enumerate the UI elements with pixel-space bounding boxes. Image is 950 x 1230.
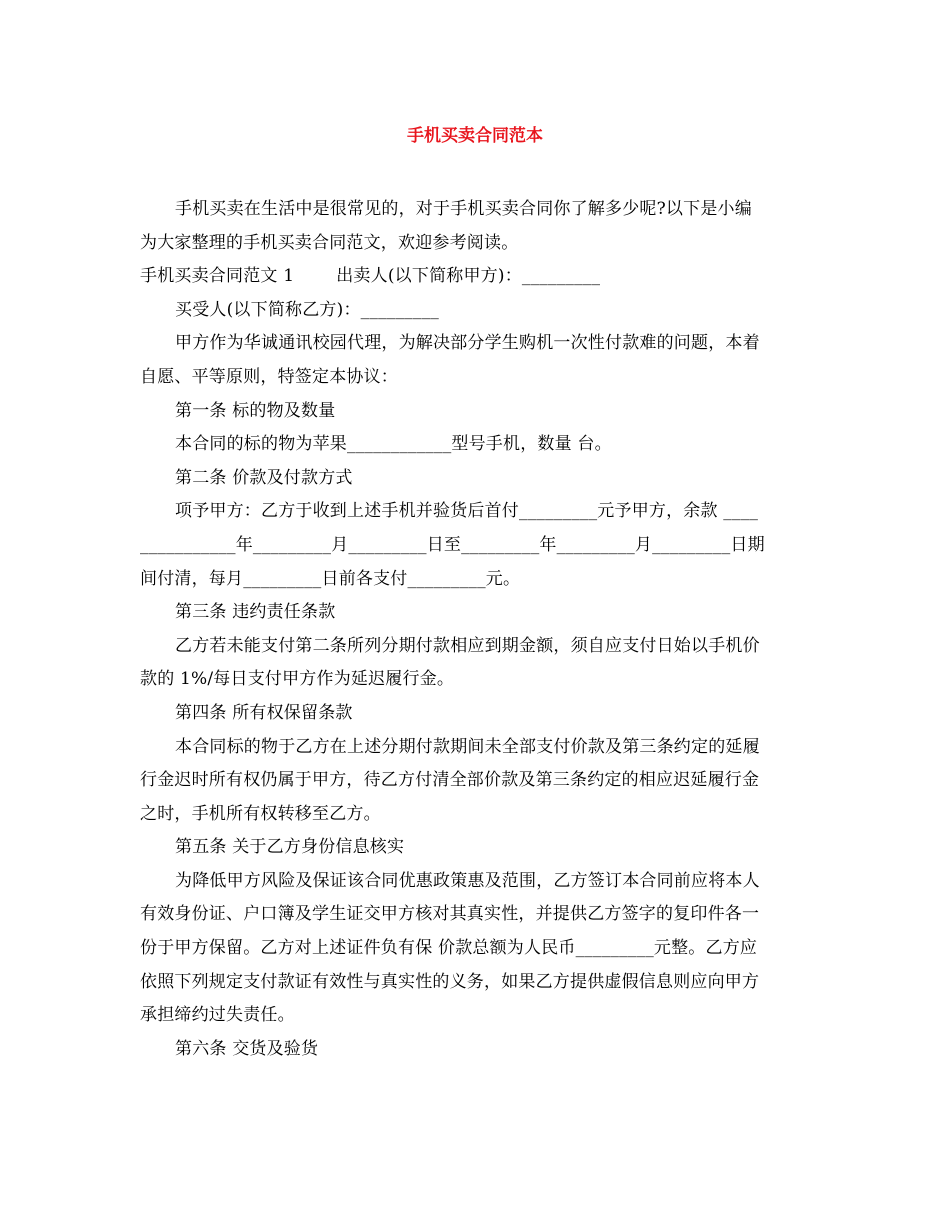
paragraph-line: 承担缔约过失责任。 xyxy=(140,1005,295,1026)
document-title: 手机买卖合同范本 xyxy=(407,126,543,146)
paragraph-line: 为降低甲方风险及保证该合同优惠政策惠及范围，乙方签订本合同前应将本人 xyxy=(175,870,760,891)
paragraph-line: 本合同标的物于乙方在上述分期付款期间未全部支付价款及第三条约定的延履 xyxy=(175,736,760,757)
paragraph-line: 甲方作为华诚通讯校园代理，为解决部分学生购机一次性付款难的问题，本着 xyxy=(175,333,760,354)
seller-field: 出卖人(以下简称甲方)：_________ xyxy=(336,266,601,287)
paragraph-line: 之时，手机所有权转移至乙方。 xyxy=(140,803,381,824)
paragraph-line: 依照下列规定支付款证有效性与真实性的义务，如果乙方提供虚假信息则应向甲方 xyxy=(140,971,760,992)
article-2-heading: 第二条 价款及付款方式 xyxy=(175,467,353,488)
intro-line-2: 为大家整理的手机买卖合同范文，欢迎参考阅读。 xyxy=(140,232,519,253)
article-5-heading: 第五条 关于乙方身份信息核实 xyxy=(175,837,405,858)
document-body xyxy=(140,193,812,1066)
paragraph-line: ___________年_________月_________日至_________年_________月_________日期 xyxy=(140,534,765,555)
buyer-field: 买受人(以下简称乙方)：_________ xyxy=(175,299,439,320)
paragraph-line: 自愿、平等原则，特签定本协议： xyxy=(140,366,398,387)
paragraph-line: 项予甲方：乙方于收到上述手机并验货后首付_________元予甲方，余款 ____ xyxy=(175,501,759,522)
paragraph-line: 行金迟时所有权仍属于甲方，待乙方付清全部价款及第三条约定的相应迟延履行金 xyxy=(140,770,760,791)
paragraph-line: 本合同的标的物为苹果____________型号手机，数量 台。 xyxy=(175,434,612,455)
paragraph-line: 份于甲方保留。乙方对上述证件负有保 价款总额为人民币_________元整。乙方应 xyxy=(140,938,758,959)
paragraph-line: 乙方若未能支付第二条所列分期付款相应到期金额，须自应支付日始以手机价 xyxy=(175,635,760,656)
paragraph-line: 有效身份证、户口簿及学生证交甲方核对其真实性，并提供乙方签字的复印件各一 xyxy=(140,904,760,925)
sample-heading-line xyxy=(140,260,812,294)
article-3-heading: 第三条 违约责任条款 xyxy=(175,602,336,623)
article-1-heading: 第一条 标的物及数量 xyxy=(175,400,336,421)
intro-line-1: 手机买卖在生活中是很常见的，对于手机买卖合同你了解多少呢?以下是小编 xyxy=(175,199,752,219)
paragraph-line: 间付清，每月_________日前各支付_________元。 xyxy=(140,568,521,589)
sample-heading: 手机买卖合同范文 1 xyxy=(140,266,295,287)
article-4-heading: 第四条 所有权保留条款 xyxy=(175,702,353,723)
article-6-heading: 第六条 交货及验货 xyxy=(175,1038,319,1059)
paragraph-line: 款的 1%/每日支付甲方作为延迟履行金。 xyxy=(140,669,455,690)
